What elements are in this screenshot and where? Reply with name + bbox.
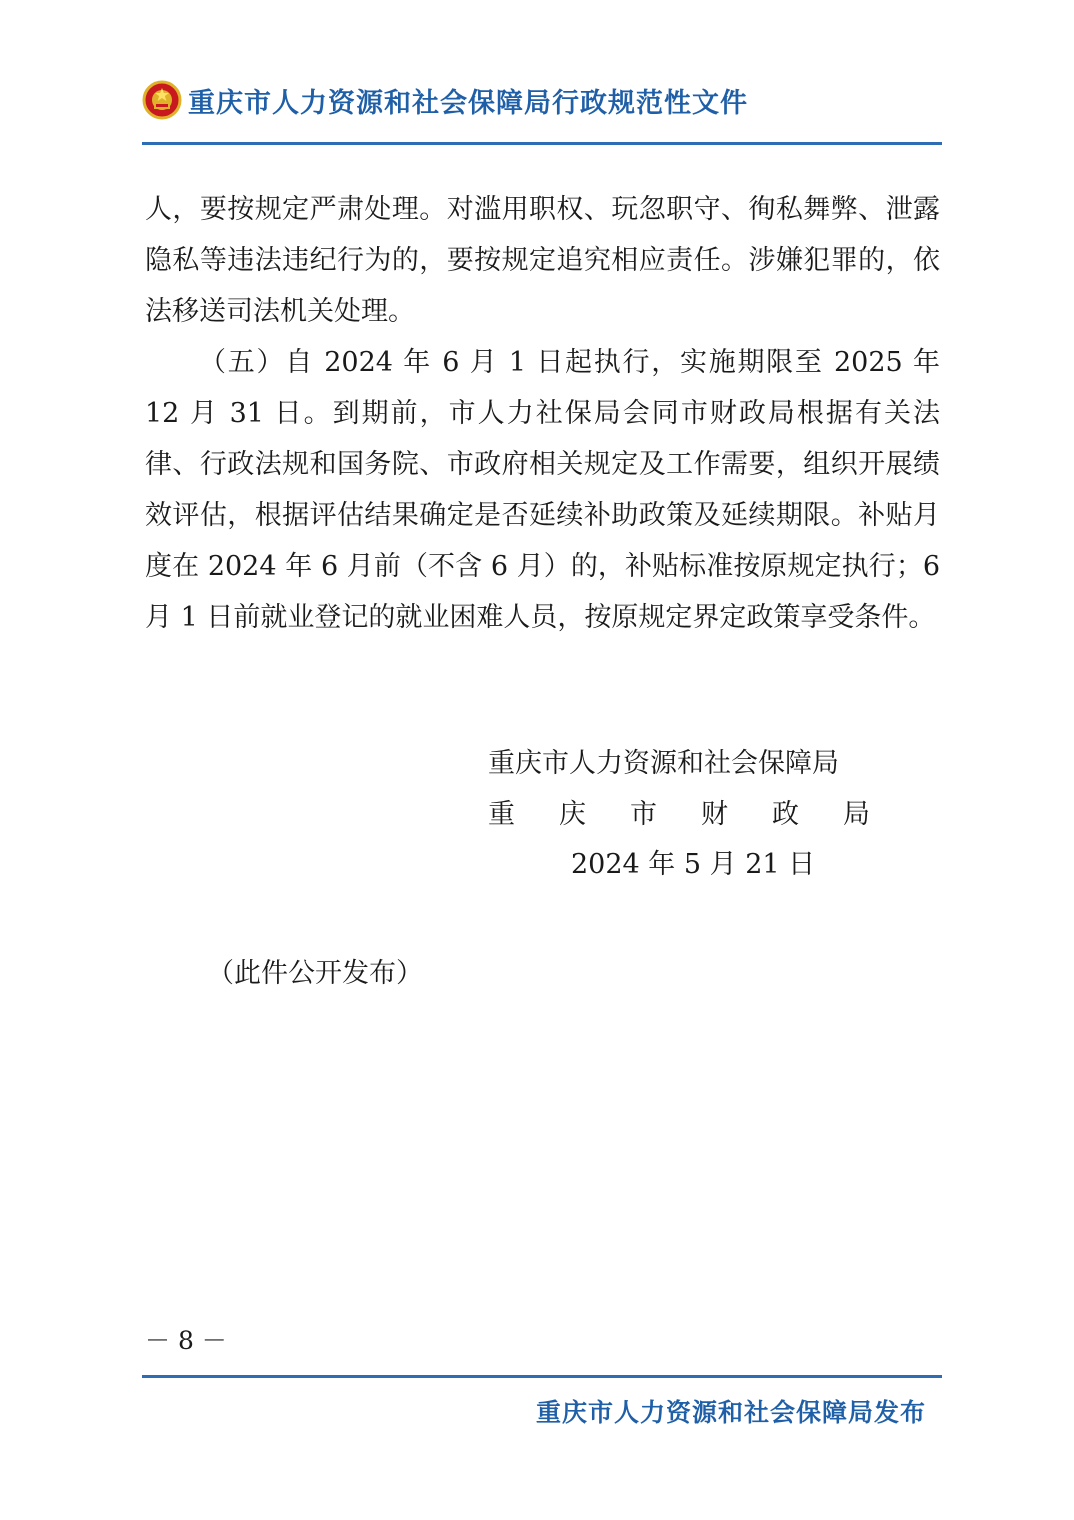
- document-body: [145, 184, 940, 643]
- paragraph-item-5: （五）自 2024 年 6 月 1 日起执行，实施期限至 2025 年 12 月 31 日。到期前，市人力社保局会同市财政局根据有关法律、行政法规和国务院、市政府相关规定及工作需要，组织开展绩效评估，根据评估结果确定是否延续补助政策及延续期限。补贴月度在 2024 年 6 月前（不含 6 月）的，补贴标准按原规定执行；6 月 1 日前就业登记的就业困难人员，按原规定界定政策享受条件。: [145, 347, 940, 633]
- issue-date: 2024 年 5 月 21 日: [571, 849, 816, 880]
- issuer-char: 政: [772, 799, 799, 830]
- national-emblem-icon: [142, 80, 182, 120]
- issuer-char: 局: [843, 799, 870, 830]
- issuer-finance-bureau: [488, 795, 870, 835]
- issuer-char: 重: [488, 799, 515, 830]
- publication-note: （此件公开发布）: [207, 958, 423, 989]
- issuer-char: 财: [701, 799, 728, 830]
- header-divider: [142, 142, 942, 145]
- issuer-char: 市: [630, 799, 657, 830]
- footer-divider: [142, 1375, 942, 1378]
- footer-publisher: 重庆市人力资源和社会保障局发布: [536, 1398, 927, 1427]
- issuer-char: 庆: [559, 799, 586, 830]
- document-header: [142, 78, 942, 122]
- header-title: 重庆市人力资源和社会保障局行政规范性文件: [188, 87, 748, 119]
- paragraph-continuation: 人，要按规定严肃处理。对滥用职权、玩忽职守、徇私舞弊、泄露隐私等违法违纪行为的，要按规定追究相应责任。涉嫌犯罪的，依法移送司法机关处理。: [145, 194, 940, 327]
- page-number: － 8 －: [145, 1326, 227, 1355]
- issuer-hrss: 重庆市人力资源和社会保障局: [488, 748, 839, 779]
